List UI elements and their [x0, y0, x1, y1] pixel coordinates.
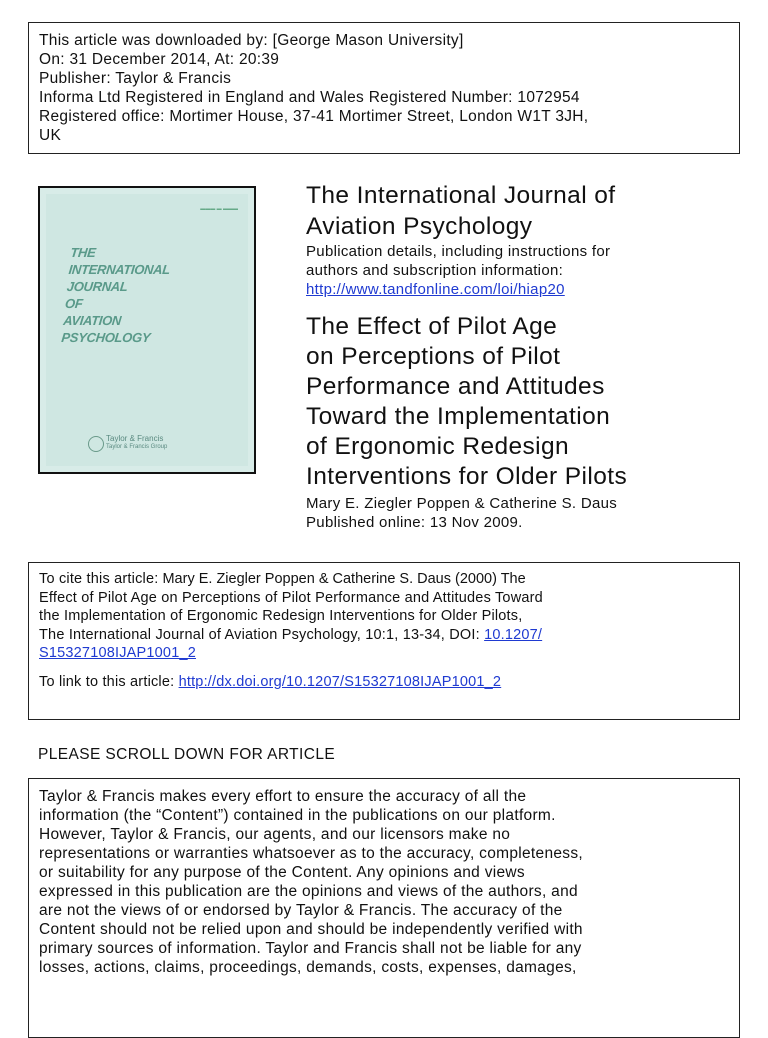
- disclaimer-line: are not the views of or endorsed by Taylor & Francis. The accuracy of the: [39, 902, 563, 919]
- disclaimer-line: Taylor & Francis makes every effort to ensure the accuracy of all the: [39, 788, 527, 805]
- cover-publisher-line: Taylor & Francis: [106, 434, 164, 443]
- disclaimer-line: expressed in this publication are the opinions and views of the authors, and: [39, 883, 578, 900]
- scroll-notice: PLEASE SCROLL DOWN FOR ARTICLE: [38, 746, 336, 763]
- article-doi-url-link[interactable]: http://dx.doi.org/10.1207/S15327108IJAP1001_2: [178, 673, 502, 690]
- download-info-line: Publisher: Taylor & Francis: [39, 70, 232, 87]
- citation-text: Mary E. Ziegler Poppen & Catherine S. Daus (2000) The: [158, 571, 526, 587]
- publication-details-line: Publication details, including instructions for: [306, 243, 611, 260]
- article-title-line: Toward the Implementation: [306, 403, 611, 430]
- disclaimer-line: information (the “Content”) contained in the publications on our platform.: [39, 807, 556, 824]
- cover-title-line: PSYCHOLOGY: [60, 330, 152, 345]
- download-info-line: UK: [39, 127, 62, 144]
- cover-publisher: [106, 434, 167, 452]
- download-info-line: Informa Ltd Registered in England and Wales Registered Number: 1072954: [39, 89, 580, 106]
- publication-details: [306, 242, 610, 299]
- disclaimer-box: [28, 778, 740, 1038]
- disclaimer-line: representations or warranties whatsoever as to the accuracy, completeness,: [39, 845, 583, 862]
- journal-cover-image: [38, 186, 256, 474]
- cover-volume-text: ▬▬▬ ▬ ▬▬▬: [200, 206, 238, 212]
- cover-title-line: INTERNATIONAL: [67, 262, 171, 277]
- cover-title-line: JOURNAL: [66, 279, 129, 294]
- disclaimer-line: or suitability for any purpose of the Content. Any opinions and views: [39, 864, 525, 881]
- journal-url-link[interactable]: http://www.tandfonline.com/loi/hiap20: [306, 281, 565, 298]
- disclaimer-line: However, Taylor & Francis, our agents, and our licensors make no: [39, 826, 511, 843]
- citation-box: [28, 562, 740, 720]
- cover-title: [61, 244, 173, 346]
- article-link-label: To link to this article:: [39, 673, 179, 690]
- cover-publisher-line: Taylor & Francis Group: [106, 444, 168, 450]
- download-info-line: On: 31 December 2014, At: 20:39: [39, 51, 280, 68]
- citation-line: Effect of Pilot Age on Perceptions of Pilot Performance and Attitudes Toward: [39, 589, 543, 606]
- doi-link-continued[interactable]: S15327108IJAP1001_2: [39, 645, 196, 661]
- journal-title-line: The International Journal of: [306, 182, 616, 209]
- article-title-line: The Effect of Pilot Age: [306, 313, 558, 340]
- publication-details-line: authors and subscription information:: [306, 262, 564, 279]
- article-authors: Mary E. Ziegler Poppen & Catherine S. Daus: [306, 495, 618, 512]
- disclaimer-line: losses, actions, claims, proceedings, demands, costs, expenses, damages,: [39, 959, 577, 976]
- article-title: [306, 312, 627, 492]
- cover-title-line: THE: [69, 245, 97, 260]
- download-info-line: Registered office: Mortimer House, 37-41 Mortimer Street, London W1T 3JH,: [39, 108, 589, 125]
- cover-title-line: AVIATION: [62, 313, 122, 328]
- journal-title: [306, 180, 615, 242]
- journal-title-line: Aviation Psychology: [306, 213, 533, 240]
- article-title-line: Performance and Attitudes: [306, 373, 605, 400]
- published-date: Published online: 13 Nov 2009.: [306, 514, 523, 531]
- citation-label: To cite this article:: [39, 571, 159, 587]
- cover-background: [46, 194, 248, 466]
- article-authors-block: [306, 494, 617, 532]
- disclaimer-line: primary sources of information. Taylor and Francis shall not be liable for any: [39, 940, 582, 957]
- citation-line: [39, 626, 729, 645]
- citation-text: The International Journal of Aviation Psychology, 10:1, 13-34, DOI:: [39, 626, 485, 643]
- article-title-line: of Ergonomic Redesign: [306, 433, 570, 460]
- citation-line: [39, 570, 729, 589]
- disclaimer-line: Content should not be relied upon and should be independently verified with: [39, 921, 583, 938]
- download-info-box: [28, 22, 740, 154]
- doi-link[interactable]: 10.1207/: [484, 626, 543, 643]
- citation-line: the Implementation of Ergonomic Redesign Interventions for Older Pilots,: [39, 608, 523, 624]
- article-link-line: [39, 673, 729, 692]
- cover-title-line: OF: [64, 296, 84, 311]
- article-title-line: Interventions for Older Pilots: [306, 463, 628, 490]
- article-title-line: on Perceptions of Pilot: [306, 343, 561, 370]
- publisher-logo-icon: [88, 436, 104, 452]
- download-info-line: This article was downloaded by: [George Mason University]: [39, 32, 464, 49]
